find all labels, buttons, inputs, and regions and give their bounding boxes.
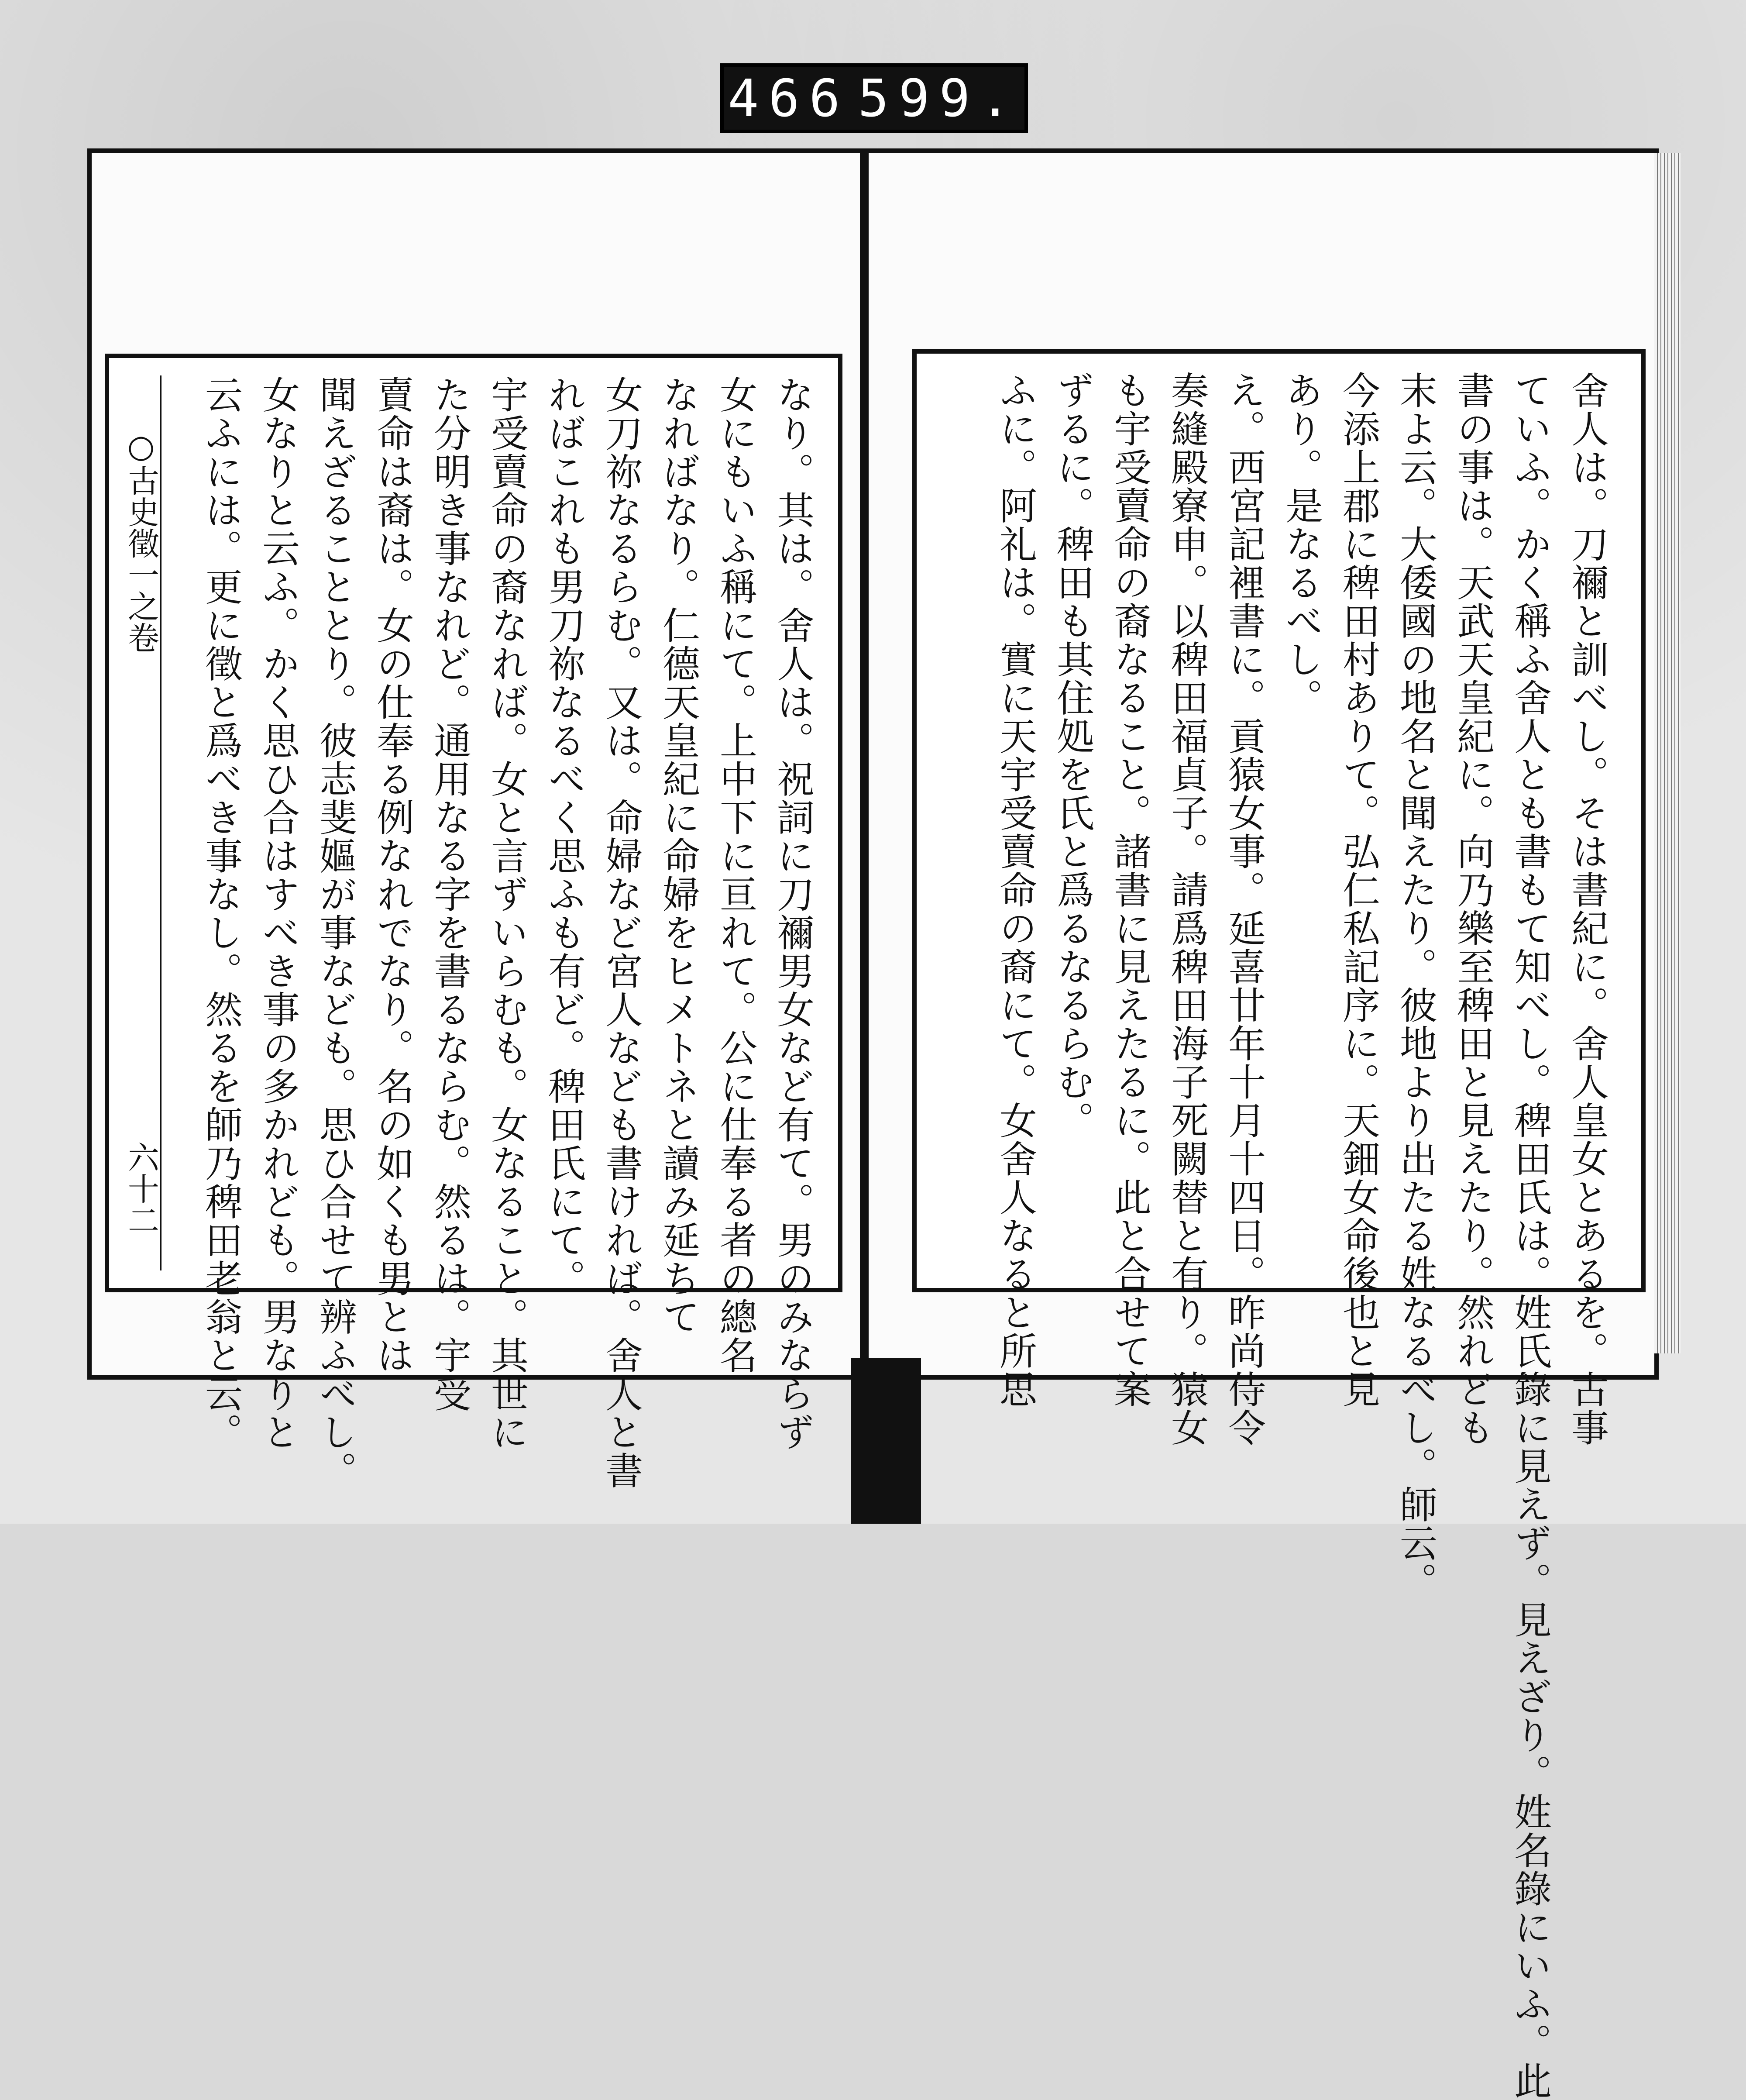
text-column: 女刀祢なるらむ。又は。命婦など宮人なども書ければ。舍人と書	[599, 375, 643, 1490]
label-left-number: 466	[728, 68, 850, 128]
text-column: 賣命は裔は。女の仕奉る例なれでなり。名の如くも男とは	[370, 375, 414, 1374]
text-column: 奏縫殿寮申。以稗田福貞子。請爲稗田海子死闕替と有り。猿女	[1165, 371, 1208, 1447]
text-column: 女にもいふ稱にて。上中下に亘れて。公に仕奉る者の總名	[713, 375, 757, 1374]
text-column: た分明き事なれど。通用なる字を書るならむ。然るは。宇受	[427, 375, 471, 1413]
text-column: あり。是なるべし。	[1279, 371, 1323, 717]
right-page	[864, 148, 1659, 2100]
text-column: なればなり。仁德天皇紀に命婦をヒメトネと讀み延ちて	[656, 375, 700, 1336]
text-column: え。西宮記裡書に。貢猿女事。延喜廿年十月十四日。昨尚侍令	[1222, 371, 1265, 1447]
left-margin-column	[122, 375, 162, 1270]
text-column: 今添上郡に稗田村ありて。弘仁私記序に。天鈿女命後也と見	[1336, 371, 1380, 1408]
left-text-body	[175, 375, 821, 1490]
page-number: 六十二	[123, 1141, 159, 1236]
right-text-frame	[912, 349, 1646, 2100]
text-column: ていふ。かく稱ふ舍人とも書もて知べし。稗田氏は。姓氏錄に見えず。見えざり。姓名錄にいふ。此	[1508, 371, 1551, 2100]
text-column: 末よ云。大倭國の地名と聞えたり。彼地より出たる姓なるべし。師云。	[1393, 371, 1437, 1601]
text-column: なり。其は。舍人は。祝詞に刀禰男女など有て。男のみならず	[770, 375, 814, 1451]
text-column: も宇受賣命の裔なること。諸書に見えたるに。此と合せて案	[1107, 371, 1151, 1408]
text-column: 聞えざることとり。彼志斐嫗が事なども。思ひ合せて辨ふべし。	[313, 375, 357, 1490]
text-column: ふに。阿礼は。實に天宇受賣命の裔にて。女舍人なると所思	[993, 371, 1037, 1408]
text-column: ずるに。稗田も其住処を氏と爲るなるらむ。	[1050, 371, 1094, 1140]
right-text-body	[934, 371, 1615, 2100]
page-fore-edge	[1654, 153, 1681, 1353]
catalog-label	[720, 63, 1028, 133]
text-column: 舍人は。刀禰と訓べし。そは書紀に。舍人皇女とあるを。古事	[1565, 371, 1609, 1447]
book-title: ○古史徵一之卷	[123, 428, 159, 653]
left-text-frame	[105, 354, 842, 1490]
label-right-number: 599.	[858, 68, 1021, 128]
text-column: 女なりと云ふ。かく思ひ合はすべき事の多かれども。男なりと	[256, 375, 299, 1451]
text-column: 宇受賣命の裔なれば。女と言ずいらむも。女なること。其世に	[485, 375, 528, 1451]
text-column: 云ふには。更に徵と爲べき事なし。然るを師乃稗田老翁と云。	[199, 375, 242, 1451]
text-column: 書の事は。天武天皇紀に。向乃樂至稗田と見えたり。然れども	[1450, 371, 1494, 1447]
text-column: ればこれも男刀祢なるべく思ふも有ど。稗田氏にて。	[542, 375, 585, 1298]
book-spine-shadow	[851, 1358, 921, 1524]
left-page	[87, 148, 864, 1490]
